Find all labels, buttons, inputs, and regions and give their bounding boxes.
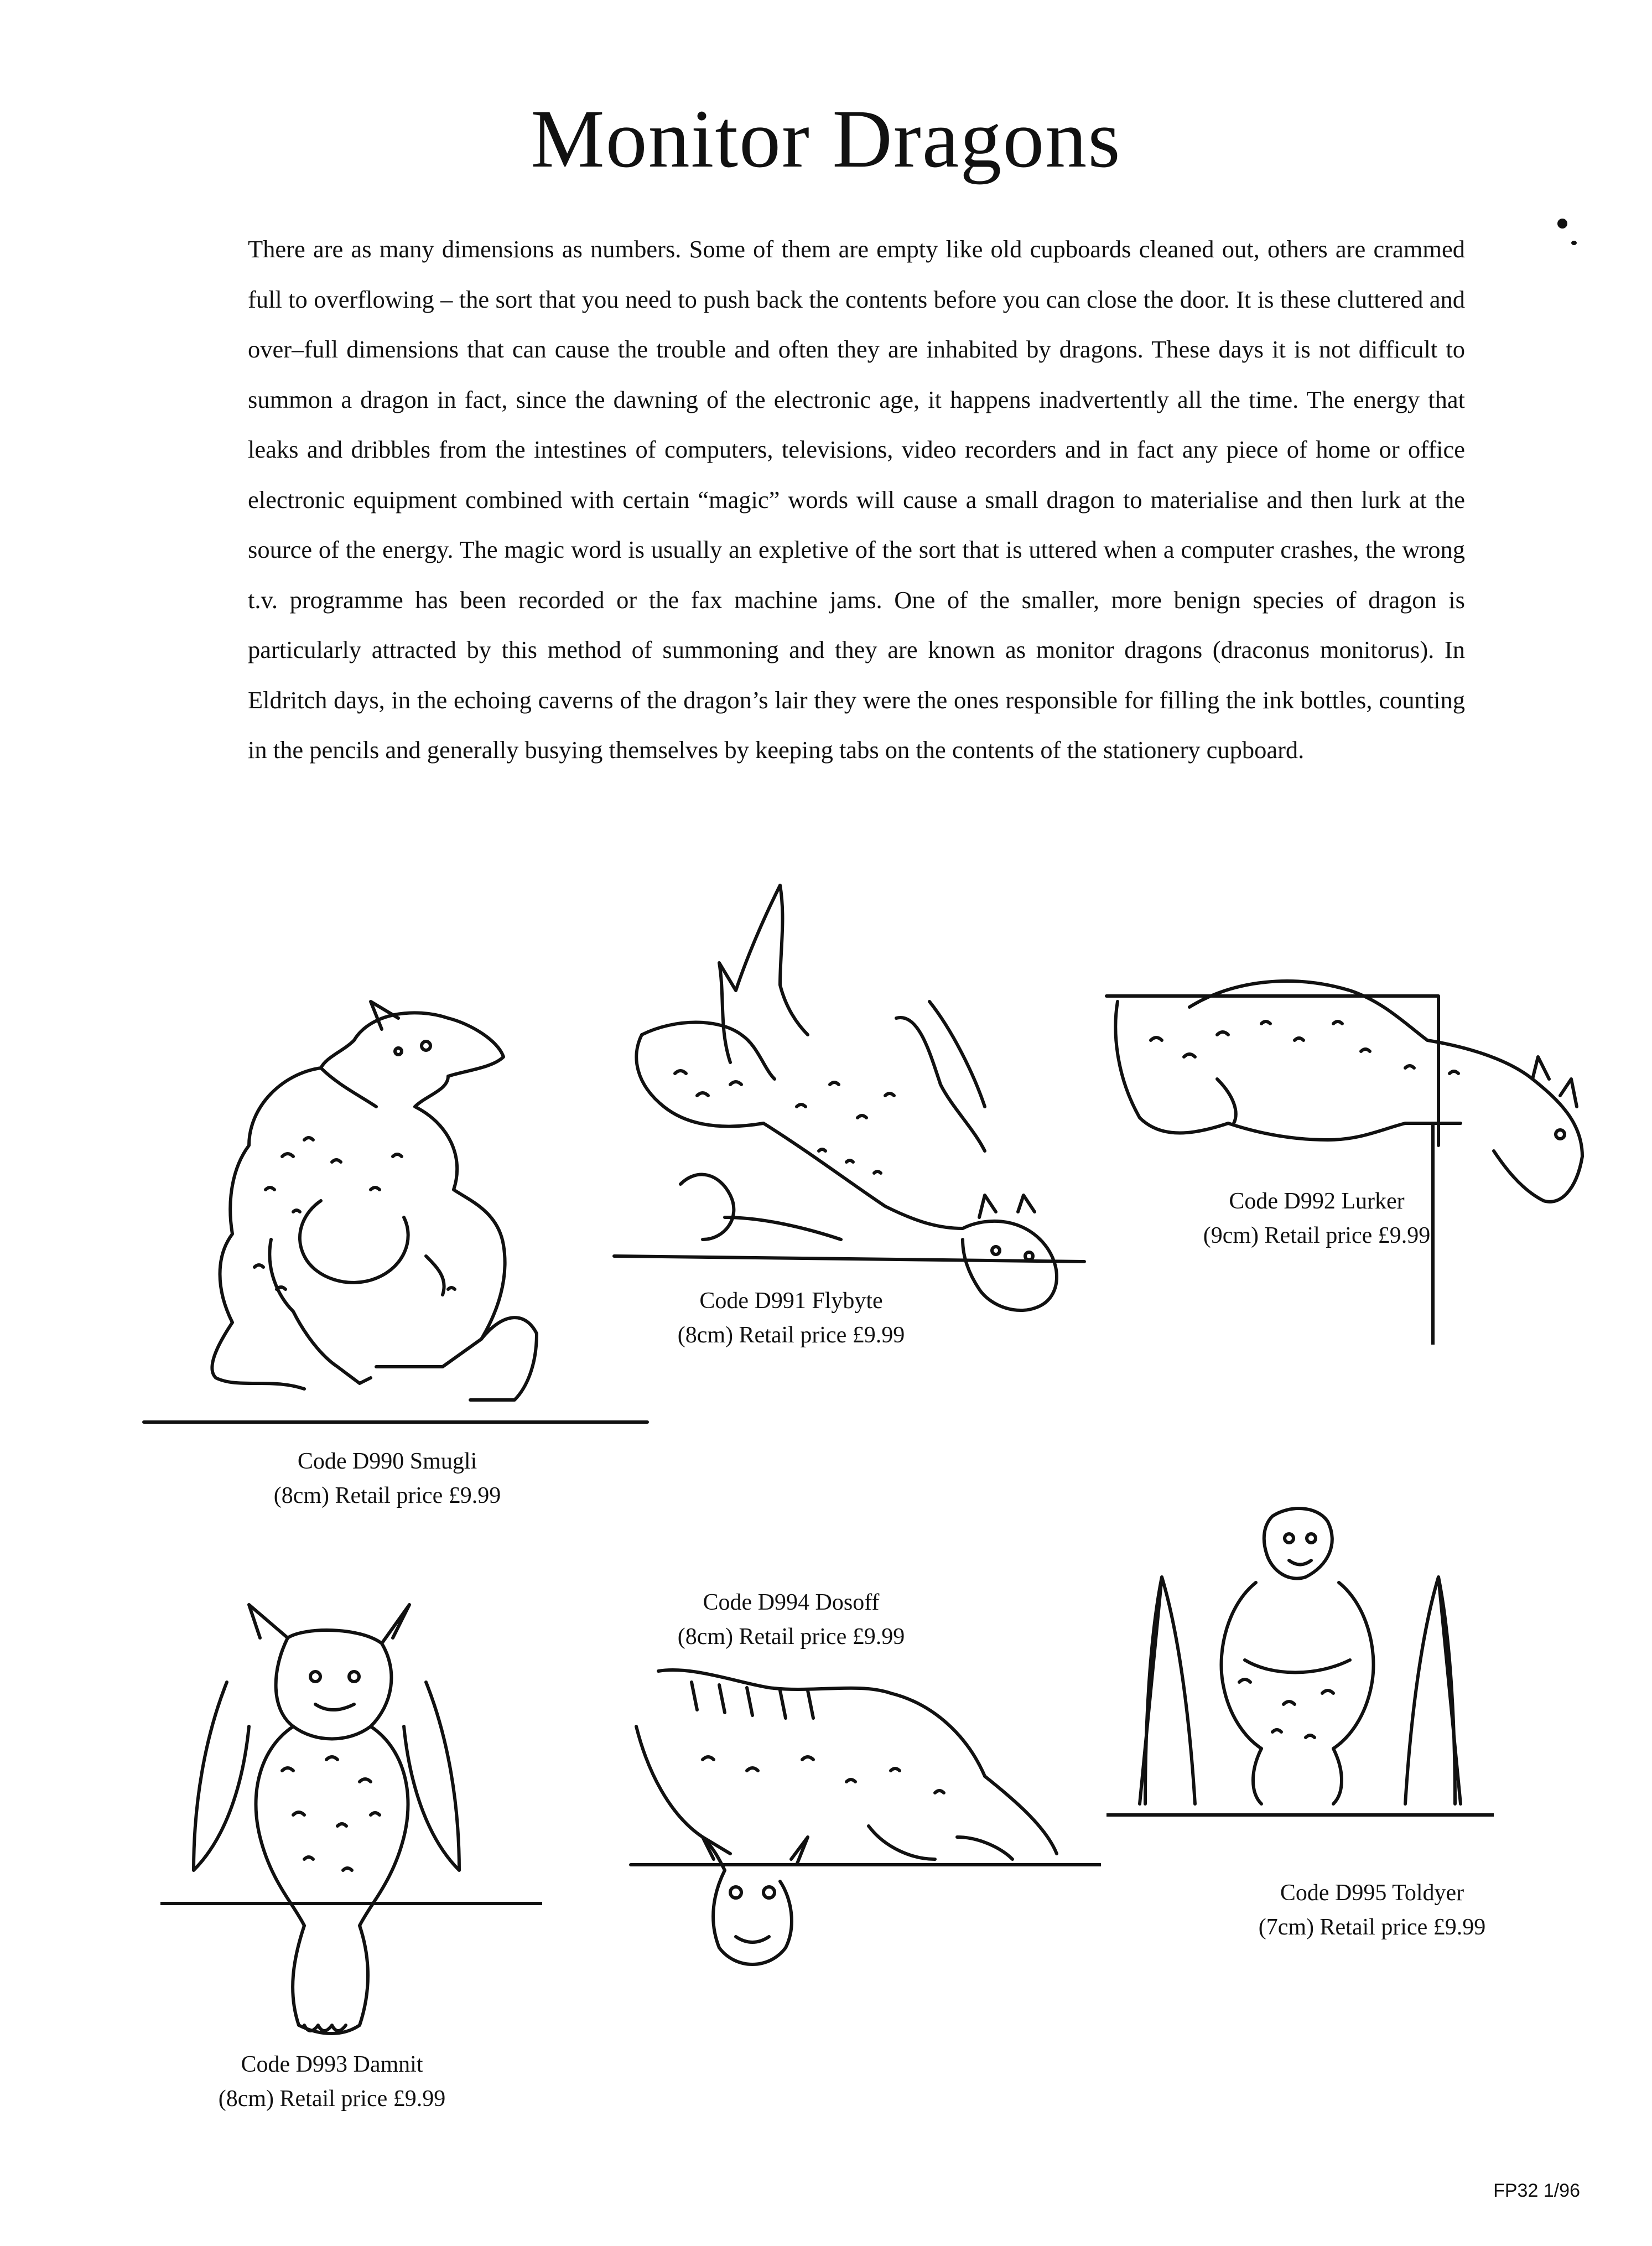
ink-speck <box>1557 219 1567 229</box>
caption-lurker <box>1151 1184 1483 1253</box>
caption-toldyer <box>1206 1876 1538 1944</box>
footer-reference: FP32 1/96 <box>1493 2180 1580 2201</box>
product-price: (8cm) Retail price £9.99 <box>677 1322 905 1348</box>
product-code: Code D994 Dosoff <box>703 1590 880 1615</box>
dragon-damnit-illustration <box>160 1594 542 2058</box>
product-code: Code D990 Smugli <box>297 1449 477 1474</box>
caption-dosoff <box>625 1585 957 1654</box>
product-code: Code D991 Flybyte <box>699 1288 883 1314</box>
dragon-smugli-illustration <box>138 979 653 1439</box>
intro-paragraph: There are as many dimensions as numbers. Some of them are empty like old cupboards cleaned out, others are crammed full to overflowing – the sort that you need to push back the contents before you can close the door. It is these cluttered and over–full dimensions that can cause the trouble and often they are inhabited by dragons. These days it is not difficult to summon a dragon in fact, since the dawning of the electronic age, it happens inadvertently all the time. The energy that leaks and dribbles from the intestines of computers, televisions, video recorders and in fact any piece of home or office electronic equipment combined with certain “magic” words will cause a small dragon to materialise and then lurk at the source of the energy. The magic word is usually an expletive of the sort that is uttered when a computer crashes, the wrong t.v. programme has been recorded or the fax machine jams. One of the smaller, more benign species of dragon is particularly attracted by this method of summoning and they are known as monitor dragons (draconus monitorus). In Eldritch days, in the echoing caverns of the dragon’s lair they were the ones responsible for filling the ink bottles, counting in the pencils and generally busying themselves by keeping tabs on the contents of the stationery cupboard. <box>248 235 1465 764</box>
product-price: (8cm) Retail price £9.99 <box>218 2086 446 2112</box>
caption-flybyte <box>625 1284 957 1352</box>
product-price: (7cm) Retail price £9.99 <box>1258 1915 1486 1940</box>
product-code: Code D992 Lurker <box>1229 1189 1405 1214</box>
dragon-lurker-illustration <box>1095 957 1610 1345</box>
caption-smugli <box>221 1444 553 1513</box>
product-price: (8cm) Retail price £9.99 <box>677 1624 905 1650</box>
product-code: Code D995 Toldyer <box>1280 1880 1464 1906</box>
product-price: (8cm) Retail price £9.99 <box>273 1483 501 1508</box>
product-price: (9cm) Retail price £9.99 <box>1203 1223 1431 1248</box>
dragon-dosoff-illustration <box>625 1660 1101 1992</box>
ink-speck <box>1571 241 1577 245</box>
caption-damnit <box>166 2047 498 2116</box>
product-code: Code D993 Damnit <box>241 2052 423 2077</box>
page-title: Monitor Dragons <box>531 93 1121 185</box>
dragon-toldyer-illustration <box>1106 1494 1494 1826</box>
